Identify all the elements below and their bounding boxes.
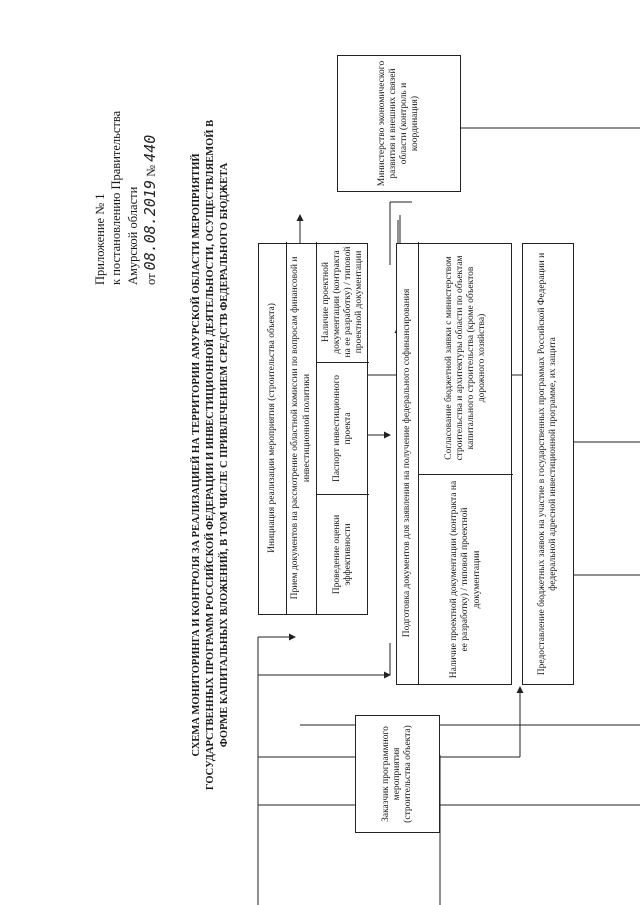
initiation-block bbox=[258, 243, 368, 615]
customer-box: Заказчик программного мероприятия (строительства объекта) bbox=[355, 715, 440, 833]
ministry-text: Министерство экономического развития и внешних связей области (контроль и координация) bbox=[376, 60, 421, 187]
handwritten-date: 08.08.2019 bbox=[140, 180, 159, 271]
design-docs-box-1: Наличие проектной документации (контракта на ее разработку) / типовой проектной документации bbox=[320, 246, 365, 358]
submission-box: Предоставление бюджетных заявок на участие в государственных программах Российской Федерации и федеральной адресной инвестиционной программе, их защита bbox=[522, 243, 574, 685]
date-prefix: от bbox=[143, 273, 158, 285]
passport-box: Паспорт инвестиционного проекта bbox=[317, 362, 369, 494]
title-line-1: СХЕМА МОНИТОРИНГА И КОНТРОЛЯ ЗА РЕАЛИЗАЦИЕЙ НА ТЕРРИТОРИИ АМУРСКОЙ ОБЛАСТИ МЕРОПРИЯТИЙ bbox=[191, 153, 202, 757]
title-line-3: ФОРМЕ КАПИТАЛЬНЫХ ВЛОЖЕНИЙ, В ТОМ ЧИСЛЕ С ПРИВЛЕЧЕНИЕМ СРЕДСТВ ФЕДЕРАЛЬНОГО БЮДЖЕТА bbox=[219, 162, 231, 748]
reception-text: Прием документов на рассмотрение областной комиссии по вопросам финансовой и инвестиционной политики bbox=[287, 242, 317, 614]
appendix-block bbox=[92, 15, 172, 285]
preparation-text: Подготовка документов для заявления на получение федерального софинансирования bbox=[397, 242, 419, 684]
appendix-line-3: Амурской области bbox=[125, 186, 140, 285]
handwritten-number: 440 bbox=[140, 134, 159, 162]
title-line-2: ГОСУДАРСТВЕННЫХ ПРОГРАММ РОССИЙСКОЙ ФЕДЕРАЦИИ И ИНВЕСТИЦИОННОЙ ДЕЯТЕЛЬНОСТИ, ОСУЩЕСТВЛЯЕМОЙ В bbox=[205, 119, 217, 791]
document-title bbox=[190, 105, 240, 805]
agreement-box: Согласование бюджетной заявки с министерством строительства и архитектуры области по объектам капитального строительства (кроме объектов дорожного хозяйства) bbox=[443, 255, 488, 461]
efficiency-box: Проведение оценки эффективности bbox=[317, 494, 369, 614]
initiation-text: Инициация реализации мероприятия (строительства объекта) bbox=[259, 242, 287, 614]
number-prefix: № bbox=[143, 164, 158, 177]
ministry-box bbox=[337, 55, 461, 192]
appendix-line-2: к постановлению Правительства bbox=[109, 110, 124, 285]
appendix-date-line bbox=[141, 15, 161, 285]
preparation-block bbox=[396, 243, 512, 685]
appendix-line-1: Приложение № 1 bbox=[93, 193, 107, 285]
design-docs-box-2: Наличие проектной документации (контракта на ее разработку) / типовой проектной документации bbox=[419, 474, 513, 684]
